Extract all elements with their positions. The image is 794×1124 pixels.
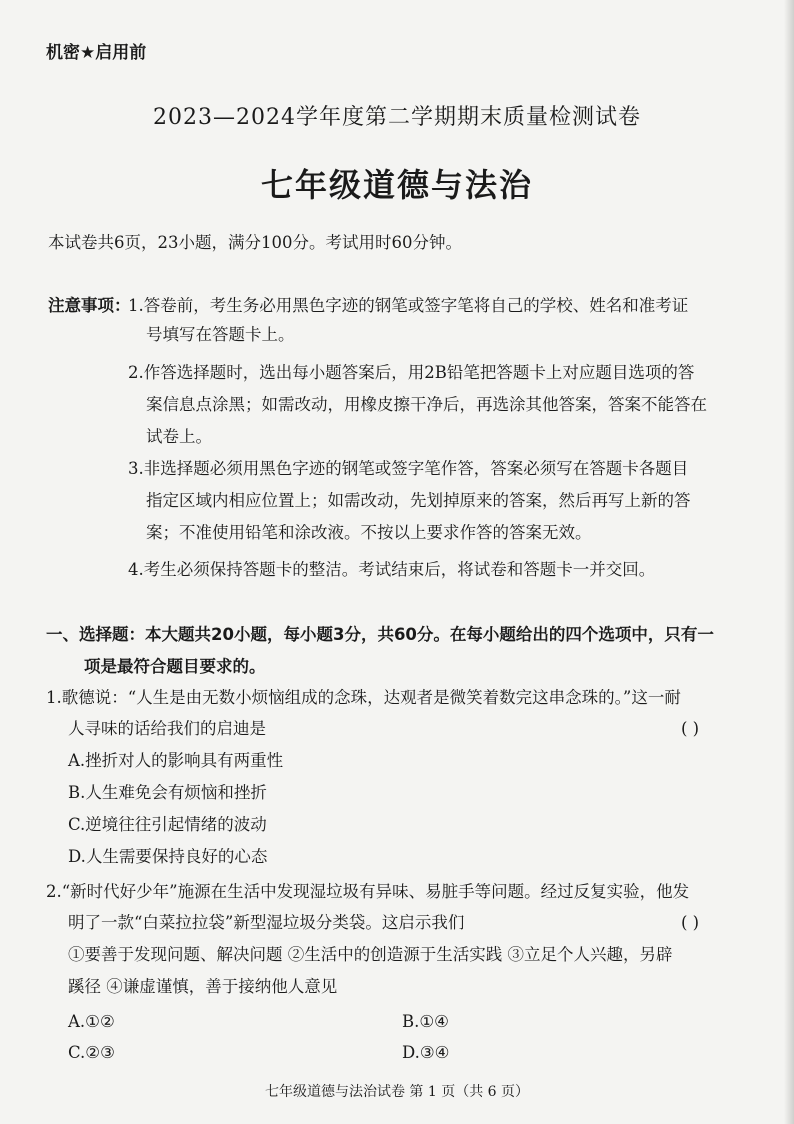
- question-2-option-a: A.①②: [68, 1012, 115, 1031]
- question-2-stem-line-2: 明了一款“白菜拉拉袋”新型湿垃圾分类袋。这启示我们: [68, 913, 465, 932]
- question-1-answer-bracket: ( ): [681, 719, 700, 738]
- question-1-option-b: B.人生难免会有烦恼和挫折: [68, 783, 267, 802]
- scan-edge-shadow: [784, 0, 794, 1124]
- notice-1-line-2: 号填写在答题卡上。: [146, 325, 295, 344]
- question-2-option-b: B.①④: [402, 1012, 449, 1031]
- question-1-stem-line-1: 1.歌德说：“人生是由无数小烦恼组成的念珠，达观者是微笑着数完这串念珠的。”这一耐: [46, 688, 681, 707]
- exam-title: 2023—2024学年度第二学期期末质量检测试卷: [153, 105, 641, 130]
- question-2-option-c: C.②③: [68, 1043, 115, 1062]
- notice-3-line-1: 3.非选择题必须用黑色字迹的钢笔或签字笔作答，答案必须写在答题卡各题目: [128, 459, 689, 478]
- section-1-heading-line-2: 项是最符合题目要求的。: [84, 657, 266, 676]
- notice-2-line-3: 试卷上。: [146, 427, 212, 446]
- question-1-stem-line-2: 人寻味的话给我们的启迪是: [68, 719, 266, 738]
- notice-3-line-3: 案；不准使用铅笔和涂改液。不按以上要求作答的答案无效。: [146, 523, 592, 542]
- notice-1-line-1: 1.答卷前，考生务必用黑色字迹的钢笔或签字笔将自己的学校、姓名和准考证: [128, 296, 689, 315]
- page-footer: 七年级道德与法治试卷 第 1 页（共 6 页）: [264, 1084, 530, 1100]
- notice-4: 4.考生必须保持答题卡的整洁。考试结束后，将试卷和答题卡一并交回。: [128, 560, 656, 579]
- question-1-option-c: C.逆境往往引起情绪的波动: [68, 815, 267, 834]
- exam-summary: 本试卷共6页，23小题，满分100分。考试用时60分钟。: [48, 233, 462, 252]
- question-2-stem-line-1: 2.“新时代好少年”施源在生活中发现湿垃圾有异味、易脏手等问题。经过反复实验，他发: [46, 882, 690, 901]
- notice-2-line-1: 2.作答选择题时，选出每小题答案后，用2B铅笔把答题卡上对应题目选项的答: [128, 363, 695, 382]
- confidential-label: 机密★启用前: [46, 43, 147, 63]
- notice-label: 注意事项：: [48, 296, 131, 315]
- question-2-option-d: D.③④: [402, 1043, 450, 1062]
- notice-3-line-2: 指定区域内相应位置上；如需改动，先划掉原来的答案，然后再写上新的答: [146, 491, 691, 510]
- question-1-option-d: D.人生需要保持良好的心态: [68, 847, 268, 866]
- question-2-items-line-2: 蹊径 ④谦虚谨慎，善于接纳他人意见: [68, 977, 338, 996]
- question-1-option-a: A.挫折对人的影响具有两重性: [68, 751, 284, 770]
- question-2-answer-bracket: ( ): [681, 913, 700, 932]
- question-2-items-line-1: ①要善于发现问题、解决问题 ②生活中的创造源于生活实践 ③立足个人兴趣，另辟: [68, 945, 673, 964]
- section-1-heading-line-1: 一、选择题：本大题共20小题，每小题3分，共60分。在每小题给出的四个选项中，只有一: [46, 625, 714, 644]
- notice-2-line-2: 案信息点涂黑；如需改动，用橡皮擦干净后，再选涂其他答案，答案不能答在: [146, 395, 707, 414]
- subject-title: 七年级道德与法治: [260, 166, 533, 204]
